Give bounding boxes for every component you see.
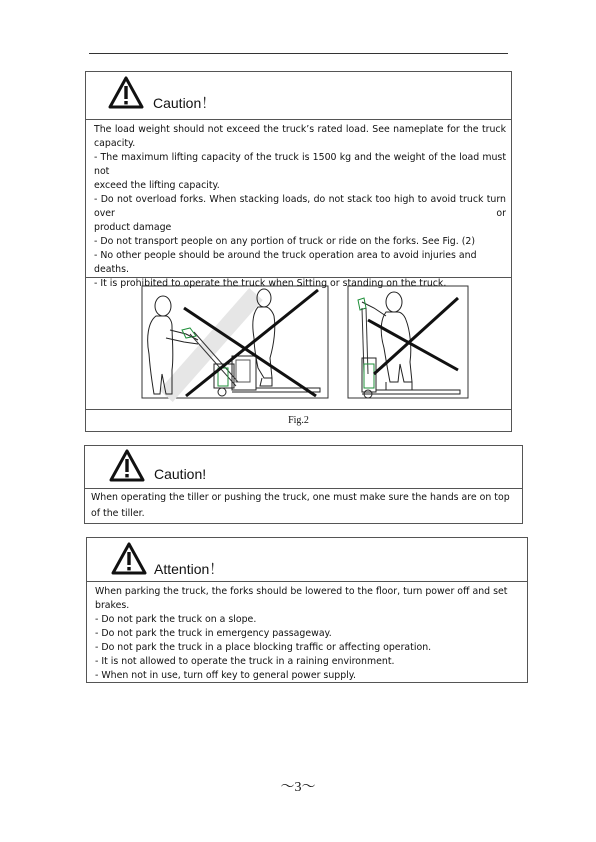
text-line: - Do not transport people on any portion of truck or ride on the forks. See Fig. (2) (94, 236, 475, 247)
text-line: - It is not allowed to operate the truck in a raining environment. (95, 656, 395, 667)
attention-title: Attention！ (154, 561, 224, 577)
text-line: - The maximum lifting capacity of the truck is 1500 kg and the weight of the load must not (94, 152, 506, 177)
text-line: - When not in use, turn off key to general power supply. (95, 670, 356, 681)
text-line: - Do not park the truck in emergency passageway. (95, 628, 332, 639)
figure-2 (86, 277, 511, 410)
text-line: When parking the truck, the forks should be lowered to the floor, turn power off and set brakes. (95, 586, 508, 611)
text-line: The load weight should not exceed the truck’s rated load. See nameplate for the truck (94, 124, 506, 135)
text-line: product damage (94, 222, 172, 233)
text-line: - No other people should be around the truck operation area to avoid injuries and deaths. (94, 250, 477, 275)
header-rule (89, 53, 508, 54)
caution-text: When operating the tiller or pushing the truck, one must make sure the hands are on top of the tiller. (91, 492, 510, 519)
caution-header (85, 446, 522, 489)
text-line: capacity. (94, 138, 136, 149)
attention-text (95, 585, 523, 683)
caution-box-tiller (84, 445, 523, 524)
caution-text (94, 123, 506, 291)
attention-box-parking (86, 537, 528, 683)
text-line: - It is prohibited to operate the truck when Sitting or standing on the truck. (94, 278, 447, 289)
warning-triangle-icon (111, 542, 147, 576)
attention-header (87, 538, 527, 582)
text-line: exceed the lifting capacity. (94, 180, 220, 191)
caution-title: Caution! (154, 466, 207, 482)
warning-triangle-icon (108, 76, 144, 110)
caution-header (86, 72, 511, 120)
figure-illustration (86, 278, 511, 410)
figure-caption: Fig.2 (86, 409, 511, 432)
caution-title: Caution！ (153, 95, 216, 111)
warning-triangle-icon (109, 449, 145, 483)
text-line: - Do not park the truck in a place blocking traffic or affecting operation. (95, 642, 432, 653)
text-line: - Do not overload forks. When stacking loads, do not stack too high to avoid truck turn over or (94, 194, 506, 219)
page-number: ～3～ (280, 780, 316, 795)
caution-box-load (85, 71, 512, 432)
text-line: - Do not park the truck on a slope. (95, 614, 257, 625)
